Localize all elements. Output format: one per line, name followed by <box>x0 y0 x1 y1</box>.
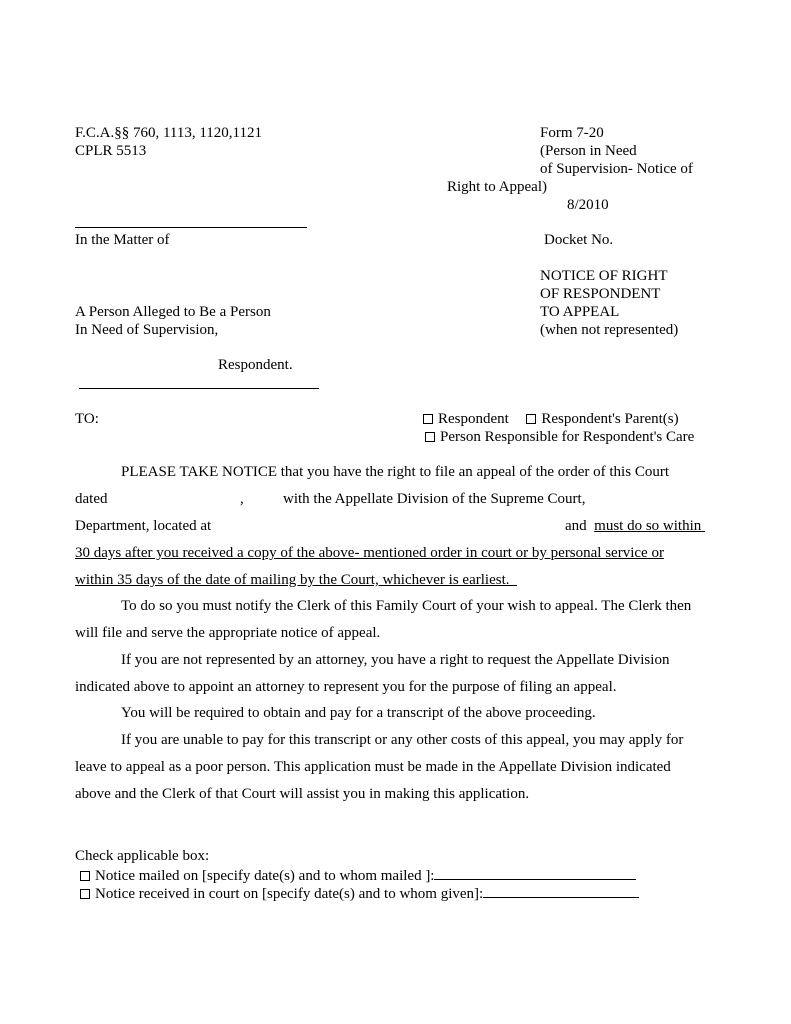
statute-citation: F.C.A.§§ 760, 1113, 1120,1121 <box>75 125 263 141</box>
responsible-person-option-label: Person Responsible for Respondent's Care <box>440 429 695 445</box>
form-description-line: of Supervision- Notice of <box>540 161 693 177</box>
parents-checkbox[interactable] <box>526 414 536 424</box>
notice-mailed-label: Notice mailed on [specify date(s) and to whom mailed ]: <box>95 868 435 884</box>
pins-description: A Person Alleged to Be a Person <box>75 304 271 320</box>
notice-title-line: (when not represented) <box>540 322 679 338</box>
notice-title-line: OF RESPONDENT <box>540 286 661 302</box>
in-matter-label: In the Matter of <box>75 232 170 248</box>
deadline-text: must do so within <box>594 518 702 534</box>
pins-description: In Need of Supervision, <box>75 322 219 338</box>
body-text-line: will file and serve the appropriate notice of appeal. <box>75 625 381 641</box>
deadline-text: 30 days after you received a copy of the above- mentioned order in court or by personal service or <box>75 545 664 561</box>
notice-received-label: Notice received in court on [specify date(s) and to whom given]: <box>95 886 484 902</box>
body-text-line: If you are not represented by an attorney, you have a right to request the Appellate Division <box>121 652 670 668</box>
deadline-text: within 35 days of the date of mailing by the Court, whichever is earliest. <box>75 572 510 588</box>
and-word: and <box>565 518 587 534</box>
parents-option-label: Respondent's Parent(s) <box>541 411 679 427</box>
to-label: TO: <box>75 411 99 427</box>
body-text-line: PLEASE TAKE NOTICE that you have the right to file an appeal of the order of this Court <box>121 464 669 480</box>
body-text-line: indicated above to appoint an attorney to represent you for the purpose of filing an appeal. <box>75 679 617 695</box>
body-text-fragment <box>565 518 705 535</box>
form-number: Form 7-20 <box>540 125 604 141</box>
respondent-checkbox[interactable] <box>423 414 433 424</box>
dated-comma: , <box>240 491 244 507</box>
notice-mailed-checkbox[interactable] <box>80 871 90 881</box>
notice-mailed-row <box>80 866 636 885</box>
notice-received-checkbox[interactable] <box>80 889 90 899</box>
recipient-options-row <box>425 429 694 446</box>
responsible-person-checkbox[interactable] <box>425 432 435 442</box>
body-text-line: You will be required to obtain and pay for a transcript of the above proceeding. <box>121 705 596 721</box>
body-text-line: leave to appeal as a poor person. This application must be made in the Appellate Division indicated <box>75 759 671 775</box>
caption-top-rule <box>75 227 307 228</box>
respondent-label: Respondent. <box>218 357 293 373</box>
recipient-options-row <box>423 411 679 428</box>
notice-title-line: NOTICE OF RIGHT <box>540 268 668 284</box>
notice-received-row <box>80 884 639 903</box>
notice-title-line: TO APPEAL <box>540 304 620 320</box>
dated-label: dated <box>75 491 108 507</box>
form-description-line: Right to Appeal) <box>447 179 547 195</box>
form-revision-date: 8/2010 <box>567 197 609 213</box>
notice-mailed-blank[interactable] <box>434 866 636 880</box>
body-text-line: To do so you must notify the Clerk of this Family Court of your wish to appeal. The Clerk then <box>121 598 692 614</box>
cplr-citation: CPLR 5513 <box>75 143 147 159</box>
department-label: Department, located at <box>75 518 212 534</box>
respondent-option-label: Respondent <box>438 411 509 427</box>
notice-received-blank[interactable] <box>483 884 639 898</box>
body-text-line: above and the Clerk of that Court will assist you in making this application. <box>75 786 530 802</box>
check-applicable-label: Check applicable box: <box>75 848 210 864</box>
body-text-line: with the Appellate Division of the Supreme Court, <box>283 491 586 507</box>
form-description-line: (Person in Need <box>540 143 637 159</box>
docket-label: Docket No. <box>544 232 614 248</box>
body-text-line: If you are unable to pay for this transcript or any other costs of this appeal, you may apply for <box>121 732 684 748</box>
caption-bottom-rule <box>79 388 319 389</box>
